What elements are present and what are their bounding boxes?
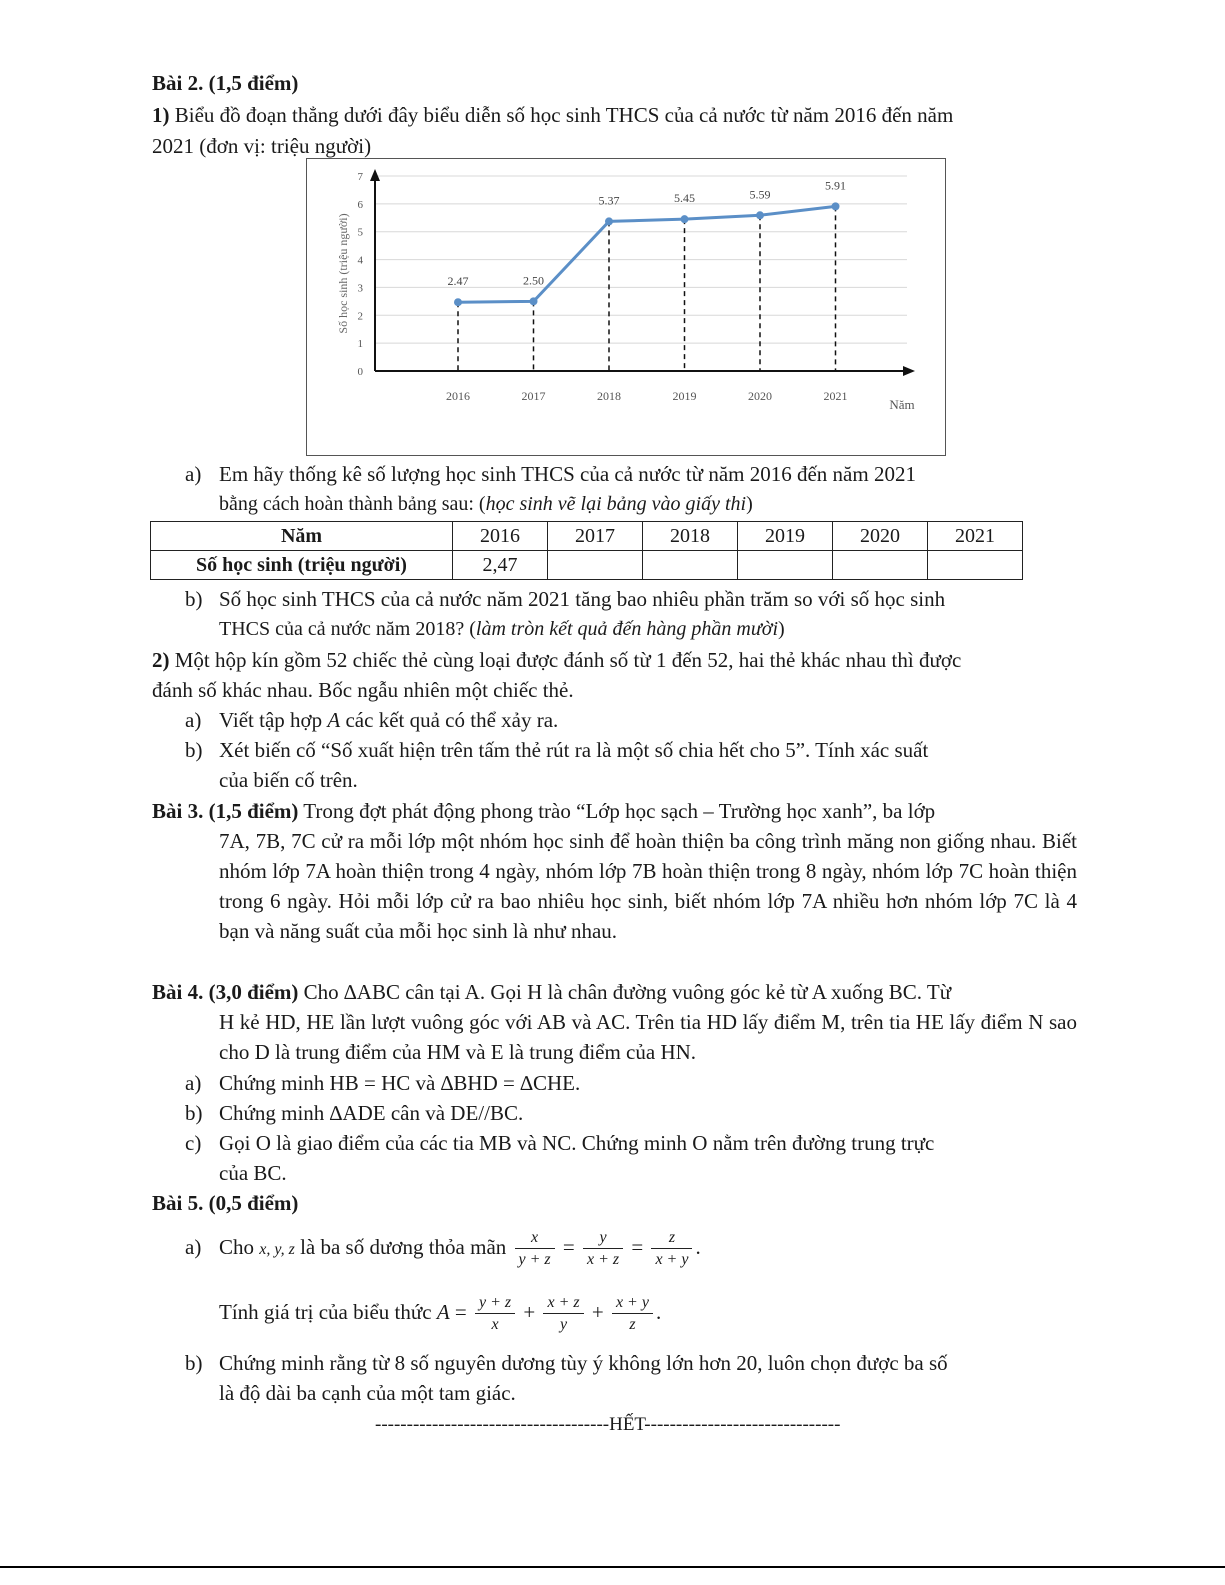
bai2-p2-line1: [152, 645, 961, 675]
y-tick-label: 5: [357, 226, 363, 239]
end-marker: -------------------------------------HẾT-------------------------------: [375, 1414, 841, 1435]
table-year-cell: 2019: [738, 522, 833, 551]
fraction-denominator: x: [491, 1315, 499, 1333]
bai4-body: H kẻ HD, HE lần lượt vuông góc với AB và AC. Trên tia HD lấy điểm M, trên tia HE lấy điểm N sao cho D là trung điểm của HM và E là trung điểm của HN.: [219, 1010, 1077, 1064]
equals-sign: =: [562, 1235, 575, 1259]
bai2-p2-number: 2): [152, 648, 170, 672]
fraction-numerator: x + y: [612, 1293, 653, 1314]
fraction-xy-over-z: [612, 1293, 653, 1336]
table-value-cell: [643, 551, 738, 580]
statistics-table: [150, 521, 1023, 580]
bai2-qa-line2: [219, 489, 753, 519]
bai3-line1: [152, 796, 935, 826]
x-axis-label: Năm: [889, 397, 915, 412]
period: .: [655, 1300, 662, 1324]
bai2-heading: Bài 2.: [152, 71, 204, 95]
table-value-row: [151, 551, 1023, 580]
table-year-cell: 2016: [453, 522, 548, 551]
equals-sign: =: [454, 1300, 467, 1324]
period: .: [695, 1235, 701, 1259]
bai2-p2b-label: b): [185, 738, 203, 762]
table-row-label: Số học sinh (triệu người): [151, 551, 453, 580]
y-tick-label: 0: [357, 366, 363, 378]
x-tick-label: 2021: [823, 389, 848, 403]
y-tick-label: 7: [357, 171, 363, 183]
bai2-p2a-label: a): [185, 708, 202, 732]
bai5-calc-var: A: [436, 1300, 450, 1324]
table-value-cell: [833, 551, 928, 580]
bai2-qb-text2: THCS của cả nước năm 2018? (: [219, 618, 476, 640]
bai4-b-text: Chứng minh ∆ADE cân và DE//BC.: [219, 1101, 524, 1125]
fraction-numerator: x: [515, 1228, 555, 1249]
page-bottom-border: [0, 1566, 1225, 1568]
bai2-points: (1,5 điểm): [208, 71, 299, 95]
bai2-p1-text1: Biểu đồ đoạn thẳng dưới đây biểu diễn số học sinh THCS của cả nước từ năm 2016 đến năm: [169, 103, 954, 127]
bai4-b-label: b): [185, 1101, 203, 1125]
y-tick-label: 1: [357, 338, 363, 351]
bai2-p2b-text1: Xét biến cố “Số xuất hiện trên tấm thẻ rút ra là một số chia hết cho 5”. Tính xác suất: [219, 738, 929, 762]
fraction-denominator: x + z: [586, 1250, 620, 1268]
table-value-cell: 2,47: [453, 551, 548, 580]
line-chart: [307, 159, 944, 454]
bai2-qb-label: b): [185, 587, 203, 611]
bai2-p1-line2: 2021 (đơn vị: triệu người): [152, 134, 372, 158]
bai3-points: (1,5 điểm): [208, 799, 299, 823]
bai2-qb-italic: làm tròn kết quả đến hàng phần mười: [475, 618, 779, 640]
data-point: [832, 202, 840, 210]
plus-sign: +: [591, 1300, 604, 1324]
bai4-heading: Bài 4.: [152, 980, 204, 1004]
table-header-label: Năm: [151, 522, 453, 551]
fraction-denominator: x + y: [655, 1250, 689, 1268]
bai2-p2a-line: [219, 705, 558, 735]
y-tick-label: 4: [357, 254, 363, 267]
data-point: [756, 211, 764, 219]
fraction-numerator: y + z: [475, 1293, 515, 1314]
table-value-cell: [548, 551, 643, 580]
data-label: 5.91: [825, 178, 846, 193]
x-tick-label: 2020: [748, 389, 772, 403]
bai2-qb-line2: [219, 614, 785, 644]
table-year-cell: 2018: [643, 522, 738, 551]
bai4-c-text1: Gọi O là giao điểm của các tia MB và NC. Chứng minh O nằm trên đường trung trực: [219, 1131, 935, 1155]
bai2-p1-number: 1): [152, 103, 170, 127]
data-label: 5.59: [749, 187, 771, 202]
bai3-text1: Trong đợt phát động phong trào “Lớp học sạch – Trường học xanh”, ba lớp: [298, 799, 936, 823]
y-axis-label: Số học sinh (triệu người): [336, 213, 350, 334]
bai5-b-label: b): [185, 1351, 203, 1375]
table-value-cell: [928, 551, 1023, 580]
bai5-a-pre: Cho: [219, 1235, 260, 1259]
bai2-qa-italic: học sinh vẽ lại bảng vào giấy thi: [485, 493, 747, 515]
bai2-p2b-text2: của biến cố trên.: [219, 768, 358, 792]
x-tick-label: 2016: [446, 389, 470, 403]
data-point: [530, 297, 538, 305]
table-year-cell: 2017: [548, 522, 643, 551]
bai2-p1-line1: [152, 100, 953, 130]
bai5-a-label: a): [185, 1235, 202, 1259]
bai2-p2a-var: A: [327, 708, 341, 732]
bai5-heading: Bài 5.: [152, 1191, 204, 1215]
y-tick-label: 6: [357, 198, 363, 211]
bai4-a-label: a): [185, 1071, 202, 1095]
bai5-a-vars: x, y, z: [259, 1241, 295, 1258]
bai2-heading-line: [152, 68, 298, 98]
bai2-qa-line1: [185, 459, 201, 489]
data-point: [454, 298, 462, 306]
bai3-heading: Bài 3.: [152, 799, 204, 823]
bai2-p2-text2: đánh số khác nhau. Bốc ngẫu nhiên một chiếc thẻ.: [152, 678, 574, 702]
table-value-cell: [738, 551, 833, 580]
x-axis-arrow: [903, 366, 915, 376]
fraction-denominator: y + z: [518, 1250, 551, 1268]
bai2-qb-close: ): [778, 618, 785, 640]
bai4-a-text: Chứng minh HB = HC và ∆BHD = ∆CHE.: [219, 1071, 581, 1095]
x-tick-label: 2018: [597, 389, 621, 403]
bai5-a-mid: là ba số dương thỏa mãn: [294, 1235, 512, 1259]
y-tick-label: 2: [357, 310, 363, 323]
bai4-c-label: c): [185, 1131, 202, 1155]
bai5-calc-pre: Tính giá trị của biểu thức: [219, 1300, 437, 1324]
data-label: 2.47: [447, 274, 469, 289]
fraction-yz-over-x: [475, 1293, 515, 1336]
bai5-calc-line: [219, 1287, 661, 1337]
bai2-qa-label: a): [185, 462, 202, 486]
x-tick-label: 2017: [521, 389, 546, 403]
fraction-x-over-yz: [515, 1228, 555, 1271]
fraction-xz-over-y: [543, 1293, 583, 1336]
fraction-y-over-xz: [583, 1228, 623, 1271]
fraction-z-over-xy: [651, 1228, 692, 1271]
y-axis-arrow: [370, 169, 380, 181]
data-point: [605, 217, 613, 225]
bai2-qb-text1: Số học sinh THCS của cả nước năm 2021 tăng bao nhiêu phần trăm so với số học sinh: [219, 587, 946, 611]
bai4-c-text2: của BC.: [219, 1161, 287, 1185]
bai2-p2a-text-end: các kết quả có thể xảy ra.: [340, 708, 559, 732]
fraction-numerator: y: [583, 1228, 623, 1249]
table-header-row: [151, 522, 1023, 551]
bai4-text1: Cho ∆ABC cân tại A. Gọi H là chân đường vuông góc kẻ từ A xuống BC. Từ: [298, 980, 952, 1004]
fraction-numerator: x + z: [543, 1293, 583, 1314]
equals-sign: =: [631, 1235, 644, 1259]
data-point: [681, 215, 689, 223]
bai4-line1: [152, 977, 951, 1007]
data-label: 2.50: [523, 273, 544, 288]
fraction-numerator: z: [651, 1228, 692, 1249]
fraction-denominator: y: [559, 1315, 568, 1333]
x-tick-label: 2019: [672, 389, 697, 403]
bai5-b-text1: Chứng minh rằng từ 8 số nguyên dương tùy ý không lớn hơn 20, luôn chọn được ba số: [219, 1351, 948, 1375]
plus-sign: +: [523, 1300, 536, 1324]
bai2-p2-text1: Một hộp kín gồm 52 chiếc thẻ cùng loại được đánh số từ 1 đến 52, hai thẻ khác nhau thì được: [169, 648, 962, 672]
table-year-cell: 2021: [928, 522, 1023, 551]
table-year-cell: 2020: [833, 522, 928, 551]
y-tick-label: 3: [357, 282, 363, 295]
fraction-denominator: z: [629, 1315, 636, 1333]
bai5-a-line: [219, 1222, 701, 1275]
bai2-p2a-text: Viết tập hợp: [219, 708, 328, 732]
bai2-qa-text1: Em hãy thống kê số lượng học sinh THCS của cả nước từ năm 2016 đến năm 2021: [219, 462, 916, 486]
bai2-qa-close: ): [746, 493, 753, 515]
bai5-points: (0,5 điểm): [208, 1191, 299, 1215]
data-label: 5.45: [674, 191, 695, 206]
bai2-qa-text2: bằng cách hoàn thành bảng sau: (: [219, 493, 486, 515]
bai5-b-text2: là độ dài ba cạnh của một tam giác.: [219, 1381, 516, 1405]
data-label: 5.37: [598, 193, 620, 208]
bai4-points: (3,0 điểm): [208, 980, 299, 1004]
bai5-heading-line: [152, 1188, 298, 1218]
line-chart-frame: [306, 158, 946, 456]
bai3-body: 7A, 7B, 7C cử ra mỗi lớp một nhóm học sinh để hoàn thiện ba công trình măng non giống nhau. Biết nhóm lớp 7A hoàn thiện trong 4 ngày, nhóm lớp 7B hoàn thiện trong 8 ngày, nhóm lớp 7C hoàn thiện trong 6 ngày. Hỏi mỗi lớp cử ra bao nhiêu học sinh, biết nhóm lớp 7A nhiều hơn nhóm lớp 7C là 4 bạn và năng suất của mỗi học sinh là như nhau.: [219, 829, 1077, 943]
